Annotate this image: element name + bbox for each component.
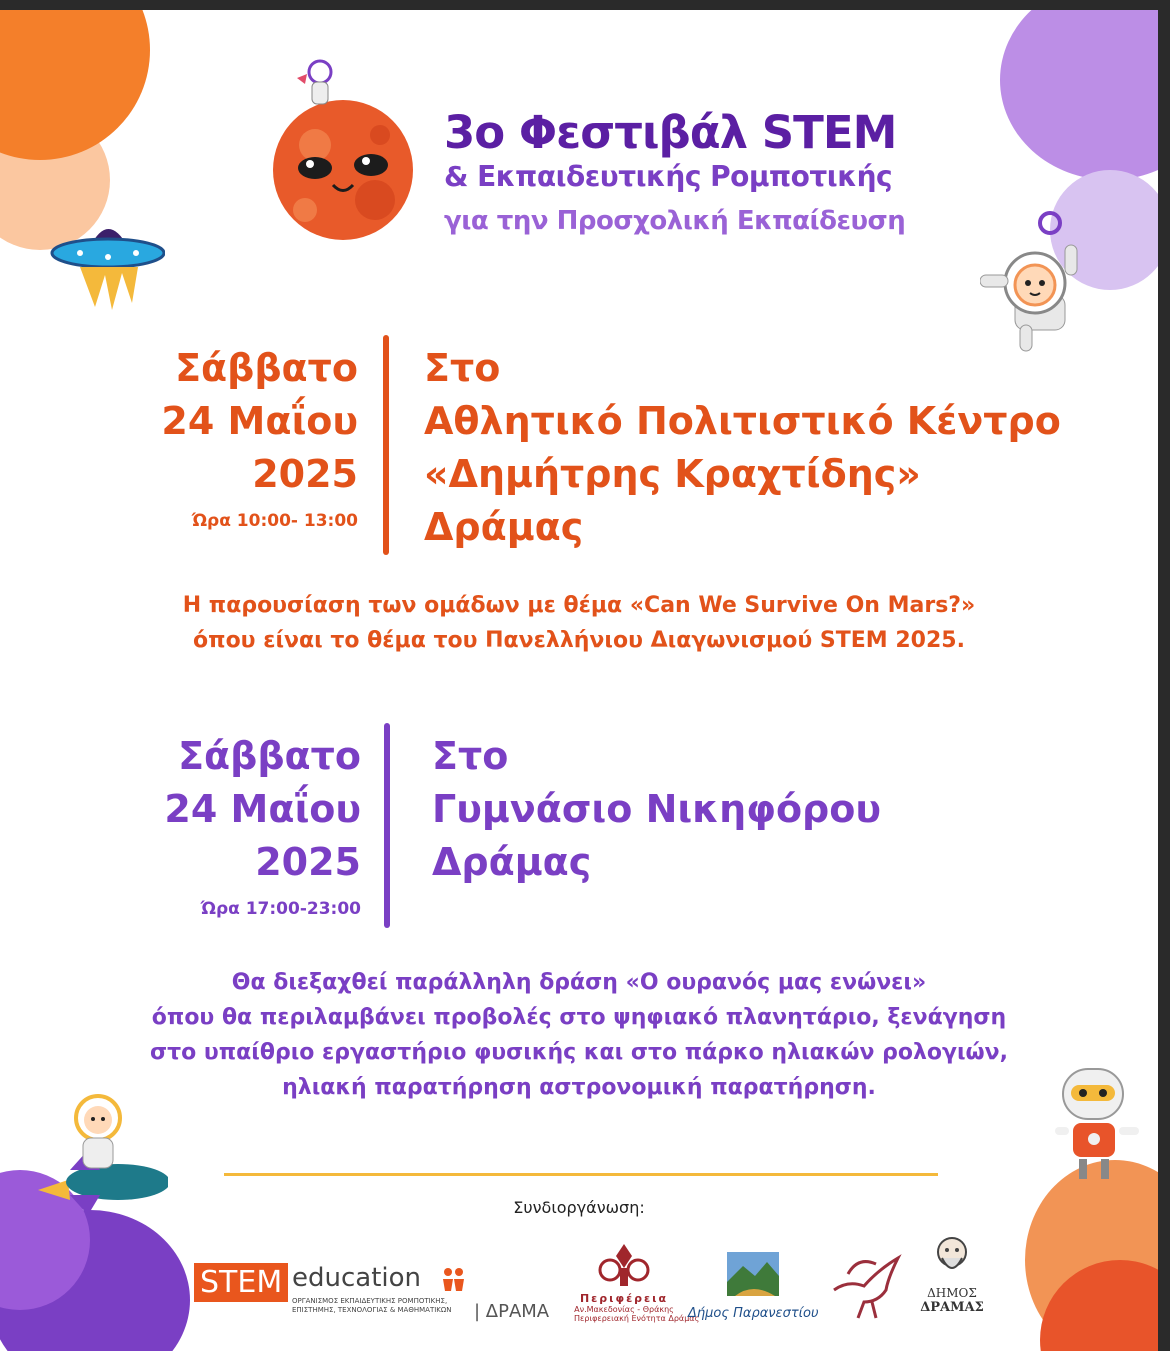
drama-logo-line: ΔΡΑΜΑΣ: [920, 1300, 984, 1315]
event1-description-line: Η παρουσίαση των ομάδων με θέμα «Can We Survive On Mars?»: [182, 593, 976, 618]
event1-time: Ώρα 10:00- 13:00: [191, 511, 358, 531]
event1-date: 24 Μαΐου: [161, 399, 358, 443]
stem-logo-word: education: [292, 1263, 422, 1293]
event2-venue-line: Γυμνάσιο Νικηφόρου: [432, 787, 882, 831]
event1-description: [0, 588, 1158, 658]
event2-venue-line: Στο: [432, 734, 509, 778]
event2-description-line: Θα διεξαχθεί παράλληλη δράση «Ο ουρανός μας ενώνει»: [231, 970, 927, 995]
footer-divider: [224, 1173, 938, 1176]
drama-logo-line: ΔΗΜΟΣ: [927, 1286, 977, 1300]
event1-day: Σάββατο: [175, 346, 358, 390]
event1-divider: [383, 335, 389, 555]
event1-date-block: [161, 342, 358, 531]
paranesti-logo: [688, 1246, 818, 1321]
event1-venue-line: Αθλητικό Πολιτιστικό Κέντρο: [424, 399, 1061, 443]
event2-venue: [432, 730, 881, 889]
region-sub: Περιφερειακή Ενότητα Δράμας: [574, 1314, 700, 1323]
drama-emblem-icon: [932, 1234, 972, 1282]
event2-date-block: [164, 730, 361, 919]
event2-divider: [384, 723, 390, 928]
paranesti-emblem-icon: [725, 1246, 781, 1302]
stem-logo-subtitle-line: ΟΡΓΑΝΙΣΜΟΣ ΕΚΠΑΙΔΕΥΤΙΚΗΣ ΡΟΜΠΟΤΙΚΗΣ,: [292, 1297, 448, 1305]
event2-description: [0, 965, 1158, 1105]
pegasus-logo-icon: [828, 1250, 904, 1324]
event2-day: Σάββατο: [178, 734, 361, 778]
purple-blob-top-right: [1000, 10, 1158, 180]
ufo-icon: [50, 215, 165, 315]
paranesti-name: Δήμος Παρανεστίου: [688, 1306, 819, 1321]
drama-municipality-logo: [912, 1234, 992, 1315]
mars-mascot-icon: [255, 50, 435, 250]
region-name: Περιφέρεια: [579, 1292, 669, 1305]
stem-logo-city: | ΔΡΑΜΑ: [474, 1301, 550, 1322]
people-icon: [440, 1267, 466, 1293]
event1-description-line: όπου είναι το θέμα του Πανελλήνιου Διαγωνισμού STEM 2025.: [193, 628, 965, 653]
event1-venue-line: Στο: [424, 346, 501, 390]
event1-venue-line: «Δημήτρης Κραχτίδης»: [424, 452, 921, 496]
stem-logo-box: STEM: [194, 1263, 288, 1302]
stem-logo-subtitle-line: ΕΠΙΣΤΗΜΗΣ, ΤΕΧΝΟΛΟΓΙΑΣ & ΜΑΘΗΜΑΤΙΚΩΝ: [292, 1306, 452, 1314]
event1-venue: [424, 342, 1061, 554]
region-emblem-icon: [574, 1240, 674, 1288]
festival-audience: για την Προσχολική Εκπαίδευση: [444, 206, 906, 236]
region-logo: [574, 1240, 700, 1323]
astronaut-top-right-icon: [980, 205, 1095, 355]
event2-description-line: ηλιακή παρατήρηση αστρονομική παρατήρηση.: [282, 1075, 876, 1100]
event2-description-line: στο υπαίθριο εργαστήριο φυσικής και στο πάρκο ηλιακών ρολογιών,: [149, 1040, 1009, 1065]
co-organization-label: Συνδιοργάνωση:: [513, 1198, 645, 1217]
festival-subtitle: & Εκπαιδευτικής Ρομποτικής: [444, 160, 893, 193]
poster-sheet: [0, 10, 1158, 1351]
event2-time: Ώρα 17:00-23:00: [200, 899, 361, 919]
event2-description-line: όπου θα περιλαμβάνει προβολές στο ψηφιακό πλανητάριο, ξενάγηση: [151, 1005, 1007, 1030]
event2-date: 24 Μαΐου: [164, 787, 361, 831]
stem-logo-subtitle: [292, 1297, 451, 1315]
event2-year: 2025: [255, 840, 361, 884]
event1-venue-line: Δράμας: [424, 505, 584, 549]
region-sub: Αν.Μακεδονίας - Θράκης: [574, 1305, 674, 1314]
event1-year: 2025: [252, 452, 358, 496]
festival-title: 3ο Φεστιβάλ STEM: [444, 106, 897, 159]
stem-education-logo: [194, 1263, 554, 1323]
event2-venue-line: Δράμας: [432, 840, 592, 884]
orange-blob-top-left: [0, 10, 150, 160]
